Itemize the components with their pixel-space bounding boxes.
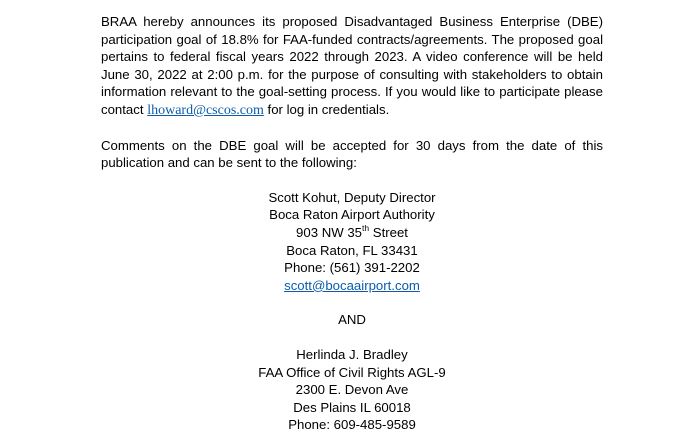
contact2-street: 2300 E. Devon Ave	[295, 382, 409, 398]
comments-paragraph: Comments on the DBE goal will be accepted for 30 days from the date of this publication and can be sent to the following:	[101, 137, 603, 171]
scott-email-link[interactable]: scott@bocaairport.com	[284, 277, 420, 293]
faa-civil-rights-address-block	[101, 346, 603, 434]
document-body	[101, 13, 603, 434]
contact2-phone: Phone: 609-485-9589	[288, 417, 416, 433]
contact1-street-name: Street	[369, 224, 408, 240]
contact2-city-line: Des Plains IL 60018	[293, 399, 411, 415]
and-separator: AND	[338, 312, 366, 328]
contact1-city-line: Boca Raton, FL 33431	[286, 242, 418, 258]
announcement-text-end: for log in credentials.	[263, 101, 390, 117]
contact1-street	[101, 224, 603, 242]
announcement-text: BRAA hereby announces its proposed Disadvantaged Business Enterprise (DBE) participation goal of 18.8% for FAA-funded contracts/agreements. The proposed goal pertains to federal fiscal years 2022 through 2023. A video conference will be held June 30, 2022 at 2:00 p.m. for the purpose of consulting with stakeholders to obtain information relevant to the goal-setting process. If you would like to participate please contact	[101, 14, 603, 117]
dbe-goal-announcement-paragraph	[101, 13, 603, 120]
lhoward-email-link[interactable]: lhoward@cscos.com	[147, 102, 264, 118]
contact1-street-ordinal: th	[362, 222, 370, 233]
contact1-name-title: Scott Kohut, Deputy Director	[268, 189, 436, 205]
contact1-street-number: 903 NW 35	[296, 224, 363, 240]
contact2-office: FAA Office of Civil Rights AGL-9	[258, 364, 446, 380]
contact1-organization: Boca Raton Airport Authority	[269, 207, 435, 223]
deputy-director-address-block	[101, 189, 603, 295]
contact1-phone: Phone: (561) 391-2202	[284, 260, 420, 276]
contact2-name: Herlinda J. Bradley	[296, 346, 408, 362]
